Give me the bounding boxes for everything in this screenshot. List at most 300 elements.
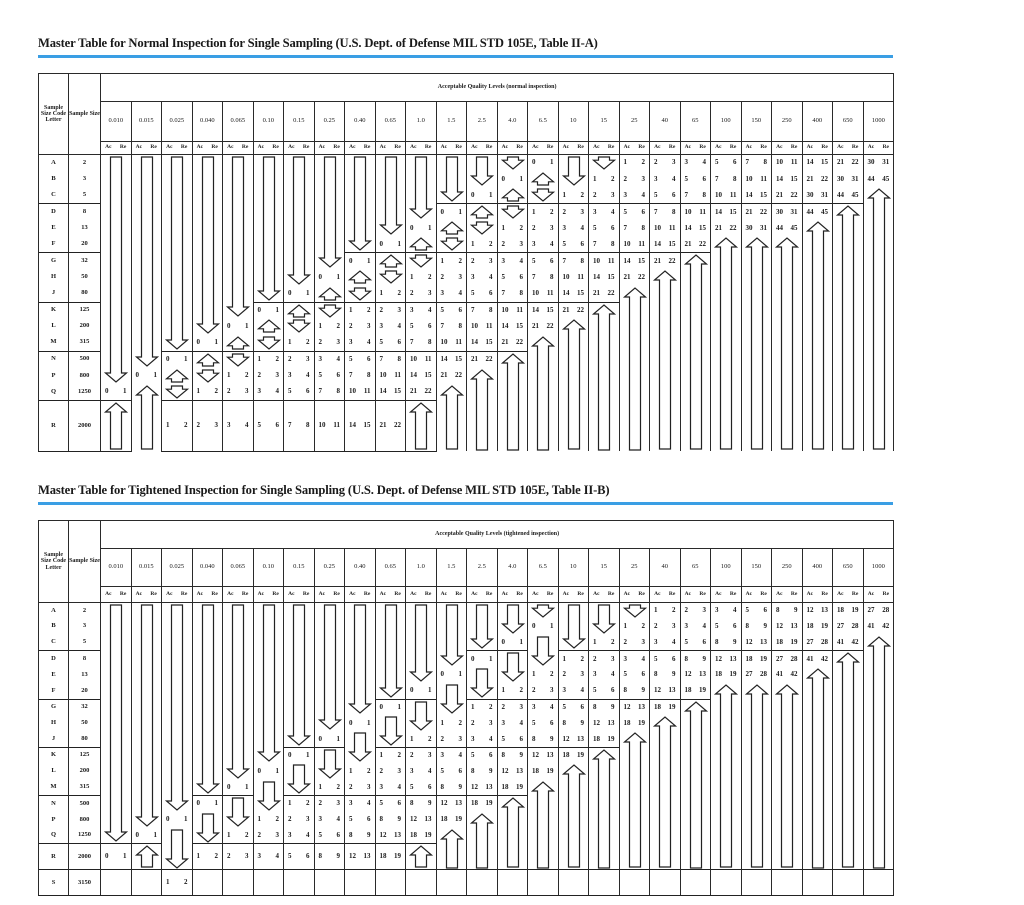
ac-re-cell <box>528 236 559 252</box>
accept-number: 10 <box>532 289 539 298</box>
accept-number: 5 <box>715 622 719 631</box>
up-arrow-icon <box>589 748 619 870</box>
up-arrow-cell <box>589 747 620 870</box>
empty-cell <box>589 870 620 896</box>
accept-number: 1 <box>410 272 414 281</box>
accept-number: 10 <box>654 223 661 232</box>
accept-number: 1 <box>257 355 261 364</box>
ac-label: Ac <box>257 144 265 151</box>
re-label: Re <box>180 590 188 597</box>
ac-re-header <box>467 587 498 603</box>
reject-number: 13 <box>394 831 401 840</box>
ac-re-cell <box>680 651 711 667</box>
accept-number: 7 <box>349 371 353 380</box>
up-arrow-icon <box>833 651 863 869</box>
up-arrow-cell <box>162 368 193 384</box>
arrow-shape <box>472 669 493 697</box>
down-arrow-cell <box>223 351 254 367</box>
ac-re-header <box>863 142 894 155</box>
down-arrow-cell <box>345 731 376 763</box>
ac-re-values <box>406 372 436 379</box>
arrow-shape <box>411 255 432 267</box>
aql-value: 4.0 <box>497 549 528 587</box>
ac-re-values <box>467 784 497 791</box>
arrow-shape <box>441 685 462 713</box>
ac-re-values <box>437 339 467 346</box>
ac-re-values <box>772 176 802 183</box>
reject-number: 2 <box>428 734 432 743</box>
down-arrow-icon <box>223 352 253 368</box>
arrow-shape <box>197 370 218 382</box>
down-arrow-cell <box>162 384 193 400</box>
accept-number: 1 <box>318 322 322 331</box>
reject-number: 9 <box>794 606 798 615</box>
ac-re-values <box>803 656 833 663</box>
reject-number: 4 <box>611 670 615 679</box>
ac-re-cell <box>345 844 376 870</box>
accept-number: 0 <box>501 637 505 646</box>
reject-number: 28 <box>851 622 859 631</box>
ac-re-values <box>223 422 253 429</box>
re-label: Re <box>211 144 218 151</box>
down-arrow-icon <box>345 155 375 252</box>
ac-re-cell <box>650 187 681 203</box>
ac-re-pair <box>559 145 589 151</box>
up-arrow-icon <box>742 683 772 869</box>
ac-re-cell <box>345 812 376 828</box>
down-arrow-cell <box>406 253 437 269</box>
ac-re-values <box>803 209 833 216</box>
ac-re-cell <box>497 731 528 747</box>
ac-re-values <box>559 736 589 743</box>
ac-re-cell <box>436 715 467 731</box>
ac-re-pair <box>162 145 192 151</box>
code-letter: P <box>39 812 69 828</box>
re-label: Re <box>150 144 157 151</box>
up-arrow-cell <box>802 220 833 451</box>
ac-re-cell <box>284 747 315 763</box>
arrow-shape <box>533 605 554 617</box>
code-letter: Q <box>39 384 69 400</box>
ac-re-cell <box>314 351 345 367</box>
ac-re-cell <box>497 715 528 731</box>
ac-re-cell <box>314 828 345 844</box>
code-letter: L <box>39 318 69 334</box>
sample-size: 20 <box>69 683 101 699</box>
accept-number: 1 <box>532 207 536 216</box>
aql-value: 40 <box>650 549 681 587</box>
reject-number: 4 <box>306 831 310 840</box>
reject-number: 13 <box>455 799 462 808</box>
ac-label: Ac <box>715 144 722 151</box>
accept-number: 7 <box>410 338 414 347</box>
reject-number: 22 <box>638 272 645 281</box>
aql-value: 0.40 <box>345 549 376 587</box>
ac-re-cell <box>162 400 193 451</box>
ac-re-values <box>406 339 436 346</box>
accept-number: 0 <box>532 622 536 631</box>
reject-number: 15 <box>760 190 767 199</box>
accept-number: 14 <box>654 239 661 248</box>
up-arrow-cell <box>619 286 650 452</box>
ac-re-cell <box>528 619 559 635</box>
accept-number: 5 <box>532 718 536 727</box>
ac-re-cell <box>101 844 132 870</box>
accept-number: 8 <box>318 852 322 861</box>
reject-number: 1 <box>458 670 462 679</box>
ac-re-cell <box>223 318 254 334</box>
re-label: Re <box>607 590 615 597</box>
down-arrow-cell <box>284 318 315 334</box>
up-arrow-cell <box>863 635 894 870</box>
accept-number: 0 <box>227 782 231 791</box>
accept-number: 5 <box>654 190 658 199</box>
down-arrow-icon <box>376 715 406 747</box>
re-label: Re <box>302 144 310 151</box>
reject-number: 9 <box>550 734 554 743</box>
reject-number: 3 <box>336 799 340 808</box>
reject-number: 6 <box>580 702 584 711</box>
ac-re-values <box>345 720 375 727</box>
ac-re-pair <box>315 145 345 151</box>
ac-label: Ac <box>532 144 539 151</box>
ac-re-cell <box>253 400 284 451</box>
aql-value: 10 <box>558 102 589 142</box>
reject-number: 9 <box>672 670 676 679</box>
arrow-shape <box>258 320 279 332</box>
ac-label: Ac <box>745 144 753 151</box>
ac-re-values <box>345 323 375 330</box>
reject-number: 2 <box>489 239 493 248</box>
reject-number: 13 <box>821 606 828 615</box>
ac-re-values <box>650 225 680 232</box>
accept-number: 14 <box>532 305 539 314</box>
down-arrow-icon <box>345 603 375 715</box>
ac-re-values <box>315 323 345 330</box>
accept-number: 0 <box>410 686 414 695</box>
reject-number: 2 <box>336 322 340 331</box>
reject-number: 9 <box>336 852 340 861</box>
ac-re-cell <box>711 171 742 187</box>
ac-re-header <box>741 587 772 603</box>
accept-number: 5 <box>532 256 536 265</box>
sample-size: 8 <box>69 651 101 667</box>
up-arrow-icon <box>406 401 436 451</box>
ac-re-cell <box>619 715 650 731</box>
accept-number: 5 <box>684 637 688 646</box>
ac-re-cell <box>589 220 620 236</box>
accept-number: 5 <box>318 831 322 840</box>
ac-re-pair <box>772 145 802 151</box>
ac-re-cell <box>436 731 467 747</box>
ac-re-cell <box>619 155 650 171</box>
reject-number: 19 <box>821 622 828 631</box>
down-arrow-cell <box>192 155 223 335</box>
down-arrow-cell <box>558 155 589 188</box>
aql-value: 0.25 <box>314 102 345 142</box>
reject-number: 2 <box>519 223 523 232</box>
ac-re-pair <box>101 592 131 598</box>
arrow-shape <box>289 765 310 793</box>
reject-number: 22 <box>760 207 767 216</box>
ac-re-cell <box>650 204 681 220</box>
up-arrow-cell <box>741 236 772 451</box>
aql-value: 1.0 <box>406 102 437 142</box>
ac-re-pair <box>833 592 863 598</box>
down-arrow-icon <box>162 828 192 870</box>
down-arrow-cell <box>253 155 284 303</box>
down-arrow-cell <box>558 603 589 651</box>
down-arrow-icon <box>193 812 223 844</box>
ac-re-values <box>711 656 741 663</box>
reject-number: 11 <box>333 421 340 430</box>
accept-number: 18 <box>776 637 783 646</box>
ac-re-values <box>650 704 680 711</box>
re-label: Re <box>790 590 798 597</box>
ac-re-pair <box>772 592 802 598</box>
accept-number: 7 <box>288 421 292 430</box>
up-arrow-icon <box>437 384 467 451</box>
accept-number: 14 <box>806 158 814 167</box>
ac-re-values <box>284 816 314 823</box>
accept-number: 27 <box>745 670 753 679</box>
ac-re-values <box>772 159 802 166</box>
reject-number: 13 <box>577 734 584 743</box>
ac-re-values <box>315 832 345 839</box>
up-arrow-icon <box>101 401 131 451</box>
re-label: Re <box>546 590 554 597</box>
ac-re-cell <box>284 400 315 451</box>
arrow-shape <box>655 271 676 449</box>
ac-re-header <box>711 142 742 155</box>
reject-number: 42 <box>790 670 798 679</box>
accept-number: 18 <box>654 702 661 711</box>
accept-number: 21 <box>776 190 783 199</box>
ac-re-cell <box>314 335 345 351</box>
reject-number: 9 <box>641 686 645 695</box>
accept-number: 3 <box>654 637 658 646</box>
accept-number: 27 <box>837 622 844 631</box>
arrow-shape <box>258 157 279 300</box>
ac-re-values <box>254 356 284 363</box>
reject-number: 1 <box>275 305 279 314</box>
down-arrow-cell <box>497 651 528 683</box>
ac-re-values <box>345 258 375 265</box>
ac-re-cell <box>345 715 376 731</box>
ac-re-values <box>101 388 131 395</box>
ac-re-values <box>376 816 406 823</box>
accept-number: 3 <box>471 734 475 743</box>
accept-number: 0 <box>166 355 170 364</box>
down-arrow-icon <box>376 155 406 236</box>
ac-re-cell <box>741 667 772 683</box>
accept-number: 12 <box>349 852 356 861</box>
accept-number: 0 <box>318 272 322 281</box>
accept-number: 5 <box>379 338 383 347</box>
arrow-shape <box>502 206 523 218</box>
accept-number: 2 <box>562 670 566 679</box>
ac-label: Ac <box>440 590 448 597</box>
accept-number: 0 <box>135 371 139 380</box>
reject-number: 6 <box>733 158 737 167</box>
reject-number: 4 <box>733 606 737 615</box>
ac-re-cell <box>680 204 711 220</box>
ac-label: Ac <box>806 590 814 597</box>
accept-number: 12 <box>471 782 478 791</box>
accept-number: 5 <box>623 670 627 679</box>
ac-re-header <box>772 587 803 603</box>
accept-number: 10 <box>562 272 570 281</box>
ac-re-cell <box>345 302 376 318</box>
reject-number: 1 <box>306 751 310 760</box>
arrow-shape <box>868 189 889 449</box>
code-letter: E <box>39 667 69 683</box>
ac-re-values <box>315 853 345 860</box>
up-arrow-icon <box>254 318 284 334</box>
ac-re-cell <box>528 302 559 318</box>
down-arrow-cell <box>406 603 437 683</box>
accept-number: 18 <box>562 751 570 760</box>
down-arrow-cell <box>497 204 528 220</box>
accept-number: 5 <box>623 207 627 216</box>
up-arrow-cell <box>772 236 803 451</box>
ac-re-cell <box>375 780 406 796</box>
accept-number: 2 <box>440 272 444 281</box>
ac-re-values <box>376 800 406 807</box>
ac-re-pair <box>467 145 497 151</box>
header-row <box>39 521 894 549</box>
ac-re-values <box>559 209 589 216</box>
sample-size: 315 <box>69 780 101 796</box>
ac-re-header <box>833 587 864 603</box>
ac-re-cell <box>345 384 376 400</box>
ac-re-cell <box>772 667 803 683</box>
re-label: Re <box>241 144 249 151</box>
ac-re-header <box>436 587 467 603</box>
reject-number: 4 <box>428 305 432 314</box>
arrow-shape <box>228 157 249 316</box>
ac-re-values <box>437 209 467 216</box>
down-arrow-cell <box>467 155 498 188</box>
ac-re-values <box>254 372 284 379</box>
ac-re-values <box>559 752 589 759</box>
aql-value: 150 <box>741 549 772 587</box>
accept-number: 3 <box>684 158 688 167</box>
up-arrow-icon <box>711 683 741 869</box>
accept-number: 12 <box>715 654 722 663</box>
accept-number: 3 <box>562 686 566 695</box>
ac-re-header <box>680 142 711 155</box>
accept-number: 1 <box>440 718 444 727</box>
up-arrow-cell <box>436 384 467 451</box>
ac-re-cell <box>284 828 315 844</box>
ac-re-values <box>559 192 589 199</box>
accept-number: 2 <box>532 686 536 695</box>
accept-number: 1 <box>654 606 658 615</box>
accept-number: 1 <box>166 878 170 887</box>
arrow-shape <box>594 157 615 169</box>
ac-re-values <box>803 159 833 166</box>
ac-re-values <box>528 258 558 265</box>
down-arrow-icon <box>467 603 497 650</box>
ac-re-cell <box>406 286 437 302</box>
arrow-shape <box>136 846 157 867</box>
ac-re-values <box>345 372 375 379</box>
reject-number: 1 <box>336 734 340 743</box>
aql-value: 0.025 <box>162 102 193 142</box>
ac-re-values <box>406 752 436 759</box>
reject-number: 15 <box>699 223 706 232</box>
down-arrow-icon <box>437 236 467 252</box>
accept-number: 8 <box>745 622 749 631</box>
down-arrow-icon <box>101 155 131 384</box>
ac-re-cell <box>314 384 345 400</box>
accept-number: 21 <box>684 239 692 248</box>
accept-number: 2 <box>684 606 688 615</box>
up-arrow-cell <box>650 715 681 870</box>
accept-number: 18 <box>501 782 509 791</box>
ac-re-pair <box>711 145 741 151</box>
accept-number: 1 <box>379 751 383 760</box>
ac-re-pair <box>528 592 558 598</box>
reject-number: 9 <box>519 751 523 760</box>
code-letter: F <box>39 683 69 699</box>
ac-re-header <box>223 587 254 603</box>
ac-re-cell <box>680 171 711 187</box>
empty-cell <box>345 870 376 896</box>
accept-number: 5 <box>440 766 444 775</box>
up-arrow-cell <box>619 731 650 870</box>
accept-number: 2 <box>257 371 261 380</box>
accept-number: 0 <box>166 815 170 824</box>
ac-re-values <box>711 192 741 199</box>
arrow-shape <box>380 271 401 283</box>
ac-re-cell <box>406 351 437 367</box>
ac-re-cell <box>223 368 254 384</box>
ac-re-header <box>619 142 650 155</box>
down-arrow-cell <box>284 763 315 795</box>
ac-re-header <box>589 142 620 155</box>
ac-re-pair <box>498 592 528 598</box>
accept-number: 2 <box>654 622 658 631</box>
ac-re-cell <box>589 269 620 285</box>
ac-re-values <box>772 607 802 614</box>
accept-number: 5 <box>745 606 749 615</box>
accept-number: 5 <box>593 686 597 695</box>
accept-number: 5 <box>501 734 505 743</box>
ac-re-values <box>772 192 802 199</box>
ac-re-cell <box>558 187 589 203</box>
empty-cell <box>558 870 589 896</box>
down-arrow-icon <box>193 603 223 795</box>
aql-value: 250 <box>772 549 803 587</box>
accept-number: 5 <box>471 751 475 760</box>
accept-number: 0 <box>379 702 383 711</box>
empty-cell <box>802 870 833 896</box>
sample-size: 20 <box>69 236 101 252</box>
accept-number: 2 <box>471 256 475 265</box>
up-arrow-cell <box>131 384 162 451</box>
down-arrow-icon <box>589 155 619 171</box>
reject-number: 6 <box>428 322 432 331</box>
down-arrow-icon <box>254 155 284 302</box>
accept-number: 5 <box>410 782 414 791</box>
ac-re-values <box>467 356 497 363</box>
accept-number: 1 <box>593 174 597 183</box>
arrow-shape <box>319 605 340 729</box>
ac-re-cell <box>619 187 650 203</box>
reject-number: 4 <box>397 782 401 791</box>
